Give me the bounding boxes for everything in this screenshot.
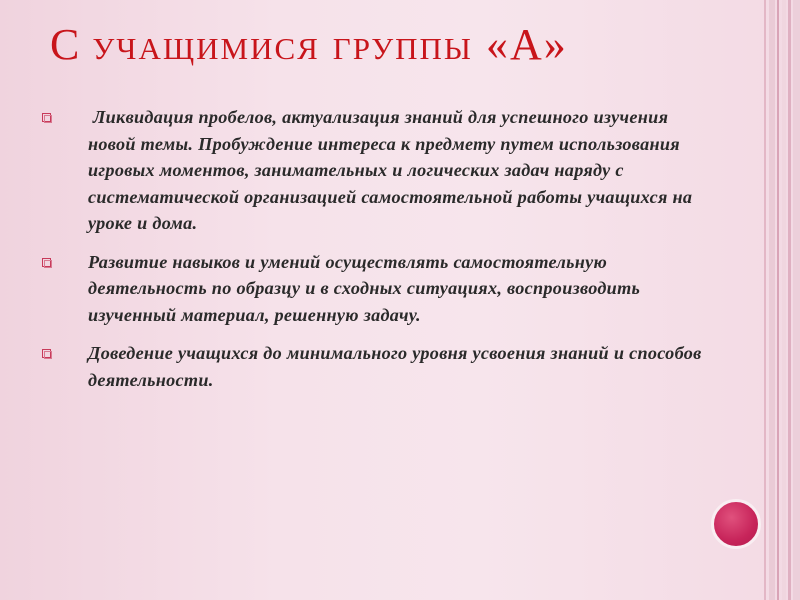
decorative-stripes — [760, 0, 800, 600]
list-item — [42, 340, 702, 393]
list-item-text: Доведение учащихся до минимального уровня усвоения знаний и способов деятельности. — [88, 343, 702, 390]
list-item-text: Развитие навыков и умений осуществлять самостоятельную деятельность по образцу и в сходных ситуациях, воспроизводить изученный материал, решенную задачу. — [88, 251, 641, 325]
slide-title-first-letter: С — [50, 20, 81, 69]
square-bullet-icon — [42, 113, 52, 123]
square-bullet-icon — [42, 258, 52, 268]
square-bullet-icon — [42, 349, 52, 359]
bullet-list — [42, 104, 702, 405]
list-item — [42, 104, 702, 237]
slide-title — [50, 14, 730, 76]
list-item — [42, 249, 702, 329]
decorative-circle — [711, 499, 761, 549]
slide-title-rest: учащимися группы «А» — [92, 20, 568, 69]
list-item-text: Ликвидация пробелов, актуализация знаний для успешного изучения новой темы. Пробуждение интереса к предмету путем использования игровых моментов, занимательных и логических задач наряду с систематической организацией самостоятельной работы учащихся на уроке и дома. — [88, 107, 698, 233]
